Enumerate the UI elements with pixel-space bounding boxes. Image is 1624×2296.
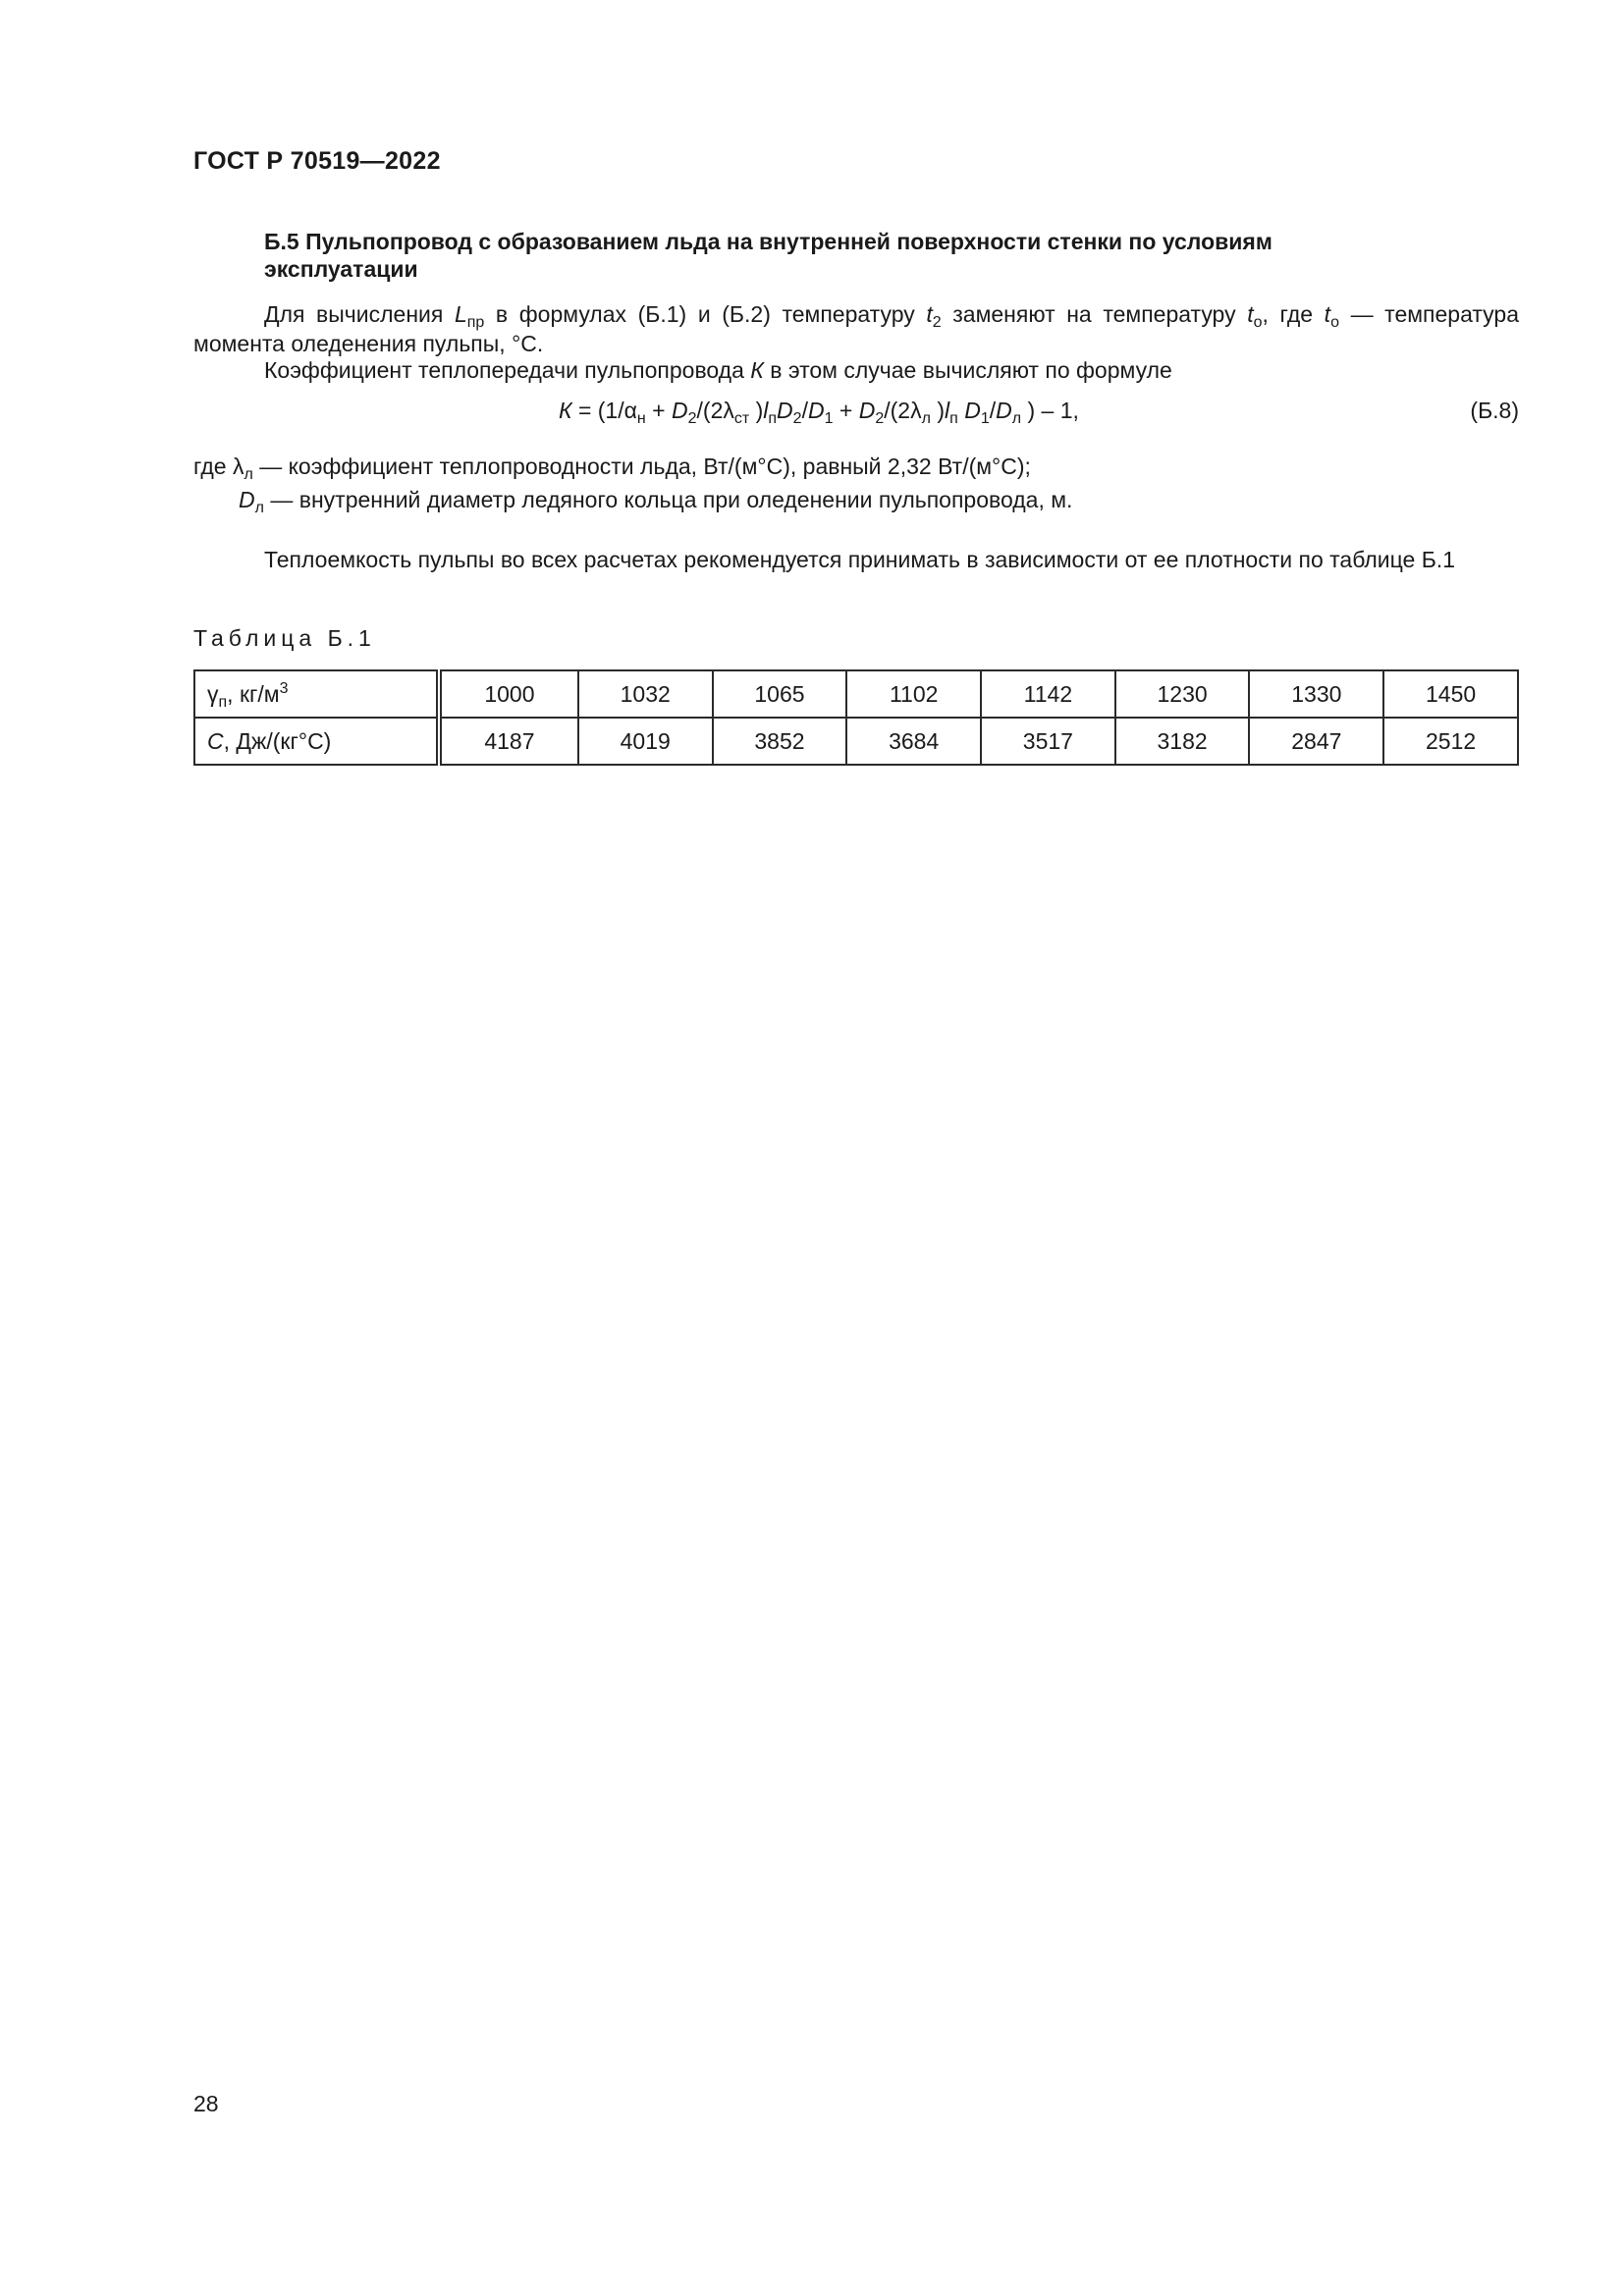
- table-cell: 2847: [1249, 718, 1383, 765]
- paragraph-1: Для вычисления $L_{пр}$ в формулах (Б.1) и (Б.2) температуру $t_2$ заменяют на температуру $t_о$, где $t_о$ — температура момента оледенения пульпы, °С.: [193, 301, 1519, 356]
- formula-number: (Б.8): [1470, 398, 1519, 423]
- definition-dl: $D_л$ — внутренний диаметр ледяного кольца при оледенении пульпопровода, м.: [239, 487, 1073, 516]
- table-row-header-heat-capacity: С, Дж/(кг°С): [194, 718, 439, 765]
- table-cell: 1000: [439, 670, 578, 718]
- section-title: Б.5 Пульпопровод с образованием льда на внутренней поверхности стенки по условиям эксплуатации: [264, 229, 1272, 282]
- table-cell: 4019: [578, 718, 713, 765]
- table-cell: 1102: [846, 670, 981, 718]
- formula-expression: $К = (1/\alpha_н + D_2/(2\lambda_{ст}$ )$l_пD_2/D_1 + D_2/(2\lambda_л$ )$l_п$ $D_1/D_л$ ) – 1,: [559, 398, 1079, 427]
- table-cell: 3684: [846, 718, 981, 765]
- data-table: [193, 669, 1519, 766]
- table-cell: 3182: [1115, 718, 1250, 765]
- table-cell: 1032: [578, 670, 713, 718]
- table-cell: 3852: [713, 718, 847, 765]
- table-cell: 3517: [981, 718, 1115, 765]
- table-label: Таблица Б.1: [193, 625, 376, 651]
- paragraph-2: Коэффициент теплопередачи пульпопровода К в этом случае вычисляют по формуле: [264, 357, 1172, 383]
- paragraph-3: Теплоемкость пульпы во всех расчетах рекомендуется принимать в зависимости от ее плотности по таблице Б.1: [264, 547, 1455, 572]
- table-cell: 1330: [1249, 670, 1383, 718]
- table-cell: 1230: [1115, 670, 1250, 718]
- page-number: 28: [193, 2091, 219, 2116]
- table-row: [194, 670, 1518, 718]
- table-cell: 1065: [713, 670, 847, 718]
- table-cell: 4187: [439, 718, 578, 765]
- formula-b8: [193, 398, 1519, 429]
- table-row-header-density: $\gamma_п$, $кг/м^3$: [194, 670, 439, 718]
- definition-lambda: где $\lambda_л$ — коэффициент теплопроводности льда, Вт/(м°С), равный 2,32 Вт/(м°С);: [193, 454, 1031, 483]
- table-cell: 1450: [1383, 670, 1518, 718]
- table-row: [194, 718, 1518, 765]
- document-header: ГОСТ Р 70519—2022: [193, 147, 441, 175]
- table-cell: 2512: [1383, 718, 1518, 765]
- table-cell: 1142: [981, 670, 1115, 718]
